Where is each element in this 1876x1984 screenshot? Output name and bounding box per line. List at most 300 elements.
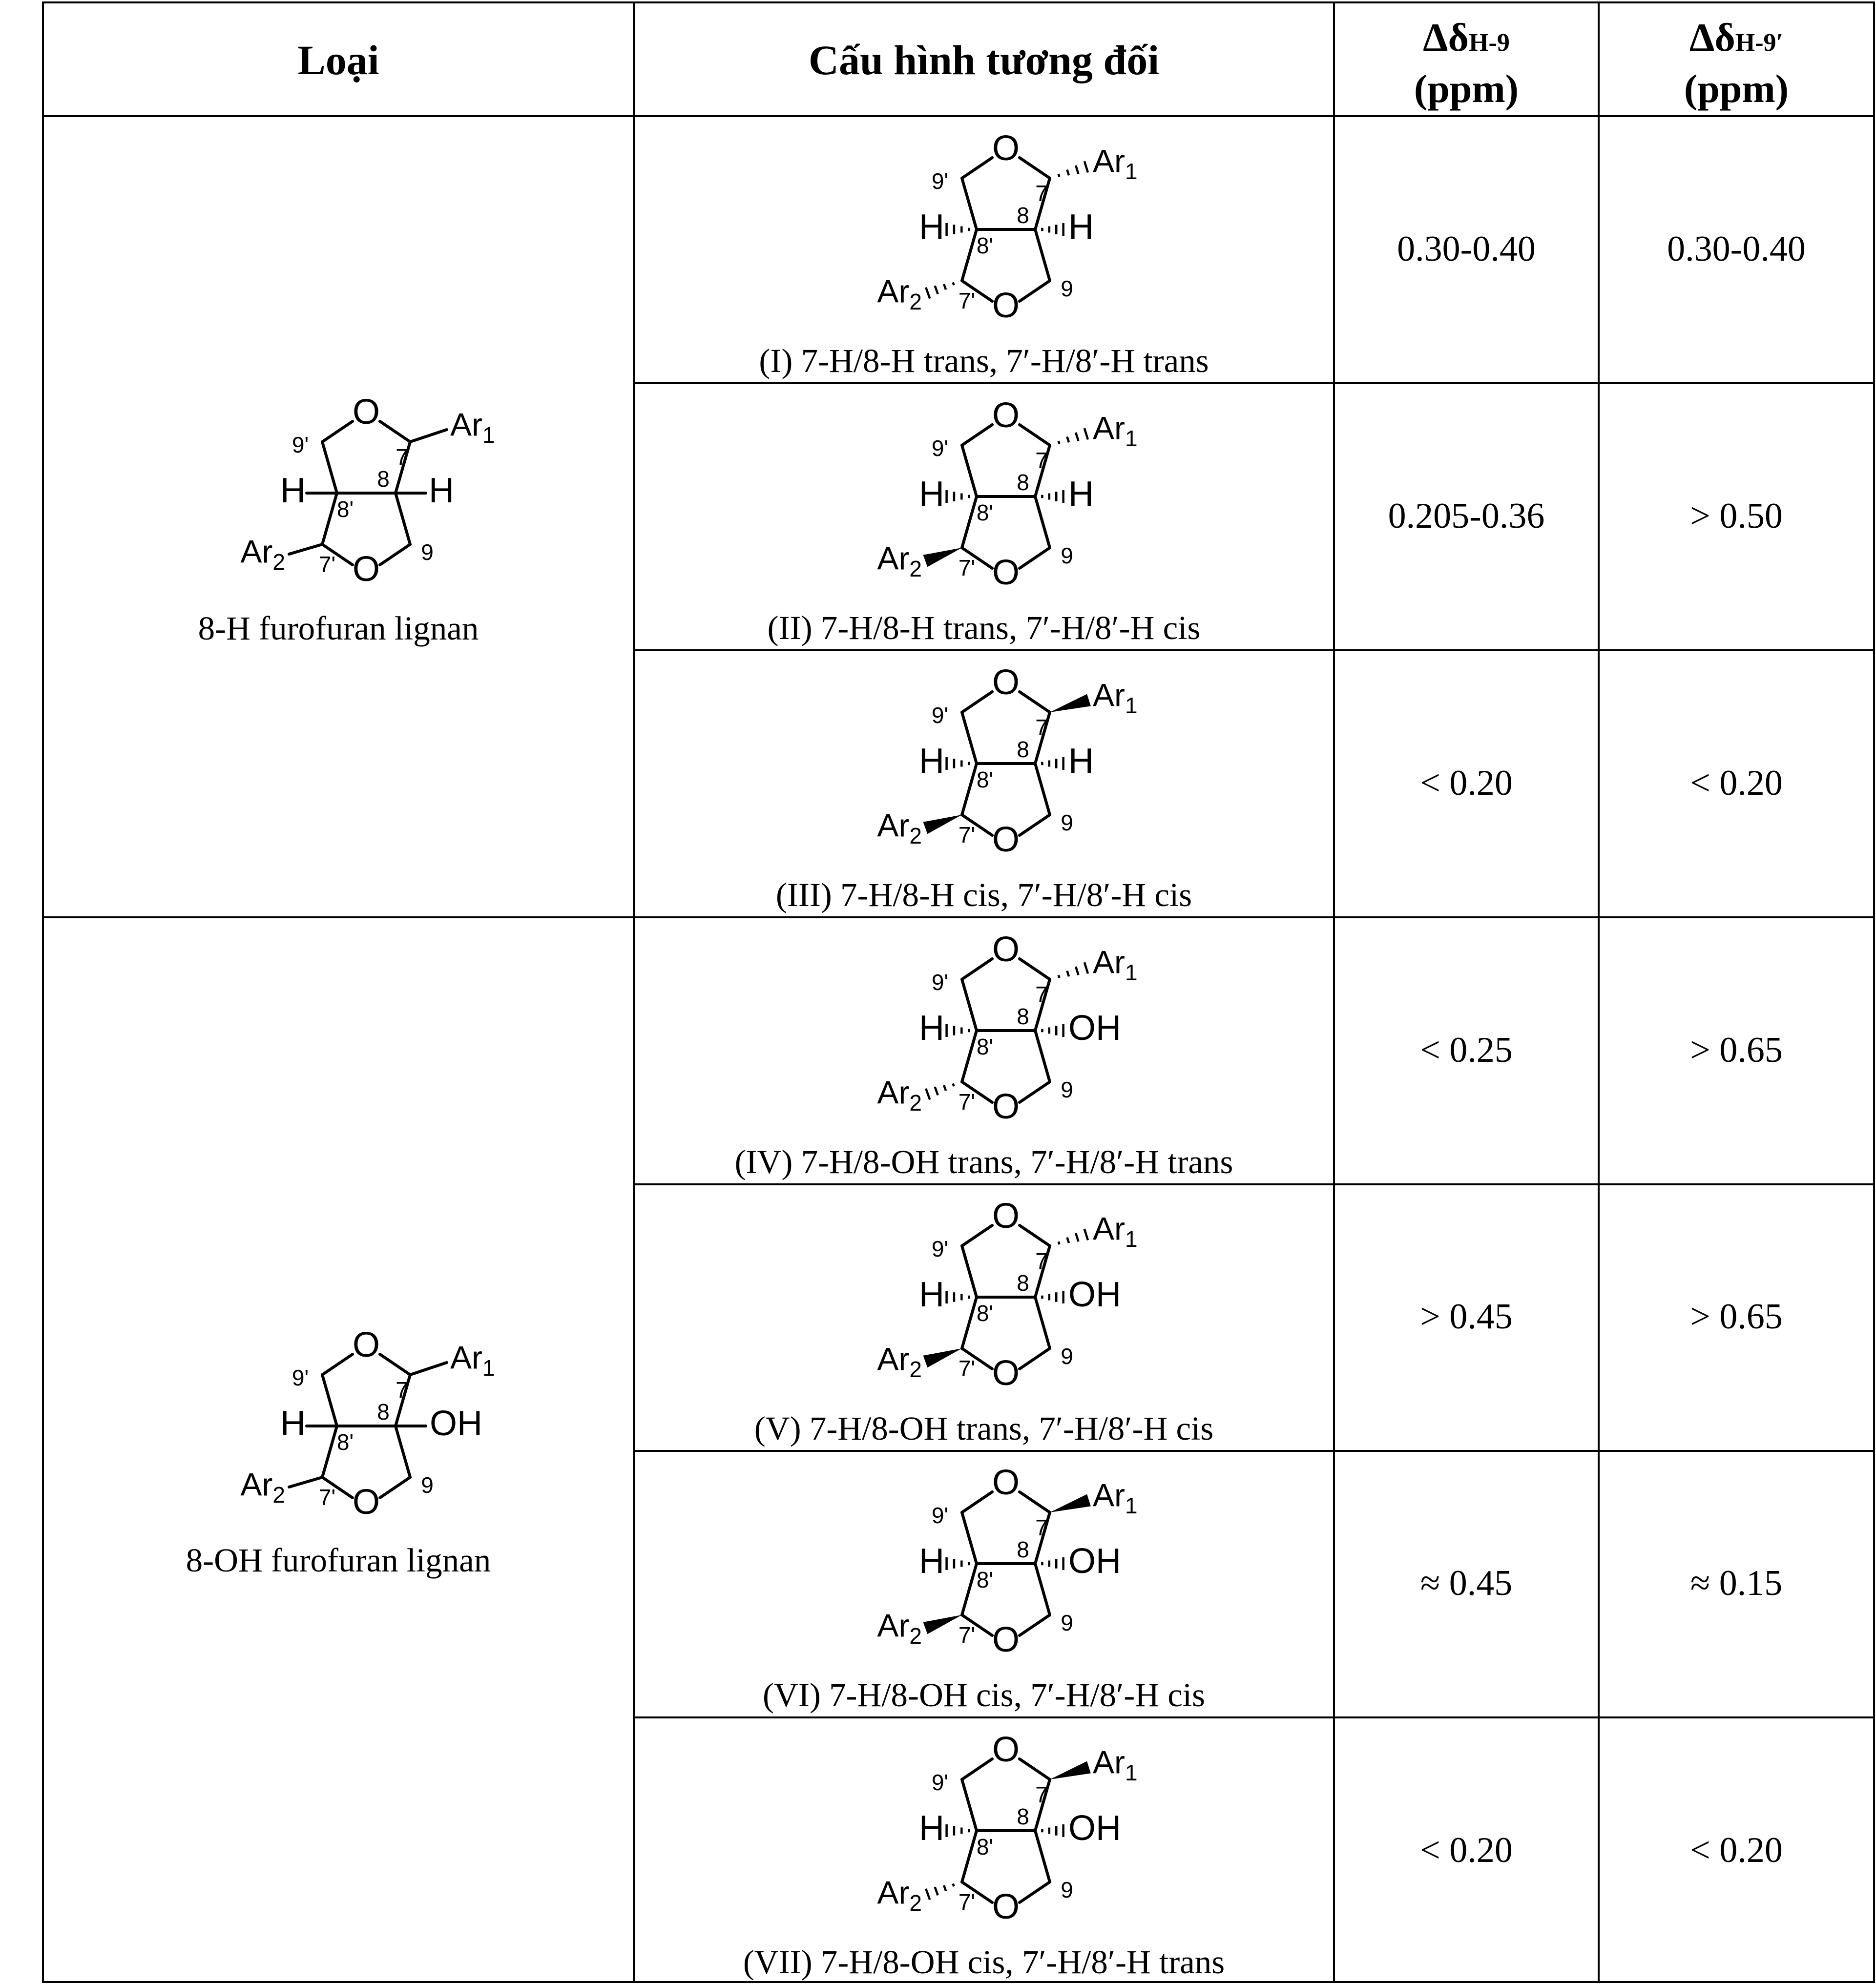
hashed-bond [926, 1083, 954, 1099]
position-8p-label: 8' [976, 767, 994, 793]
structure-drawing [825, 1718, 1138, 1933]
delta-h9p-value-7: < 0.20 [1690, 1830, 1783, 1870]
position-9p-label: 9' [292, 1365, 309, 1391]
structure-group [877, 1463, 1137, 1659]
aryl-2-group [877, 807, 922, 848]
hashed-bond [947, 1557, 969, 1570]
oxygen-atom: O [352, 1325, 380, 1365]
bond [1020, 1759, 1050, 1779]
bond [962, 764, 977, 815]
hash-stroke [1076, 1233, 1078, 1241]
oxygen-atom: O [992, 820, 1020, 860]
wedge-bond [1050, 694, 1091, 712]
position-7-label: 7 [396, 444, 408, 470]
structure-drawing [825, 117, 1138, 332]
delta-symbol: Δδ [1423, 15, 1469, 60]
oxygen-atom: O [992, 553, 1020, 593]
delta-h9-value-1: 0.30-0.40 [1397, 229, 1536, 269]
hydroxyl-group: OH [1068, 1542, 1121, 1581]
hash-stroke [926, 1089, 930, 1100]
aryl-label: $Ar_1$ [450, 406, 495, 448]
hydrogen-atom: H [1068, 207, 1094, 247]
aryl-2-group [877, 1874, 922, 1916]
hash-stroke [1084, 161, 1088, 172]
aryl-label: $Ar_2$ [877, 1074, 922, 1116]
hashed-bond [947, 1824, 969, 1837]
hash-stroke [1076, 967, 1078, 975]
bond [962, 229, 977, 281]
aryl-label: $Ar_1$ [1093, 1477, 1138, 1519]
structure-isomer-3 [825, 651, 1138, 868]
aryl-label: $Ar_2$ [877, 1874, 922, 1916]
aryl-subscript: 2 [909, 556, 922, 582]
structure-isomer-4 [825, 918, 1138, 1136]
position-7p-label: 7' [958, 288, 976, 314]
delta-subscript: H-9′ [1735, 29, 1784, 57]
position-9-label: 9 [421, 1472, 434, 1498]
bond [962, 158, 992, 178]
delta-h9-value-3: < 0.20 [1420, 763, 1513, 803]
position-8p-label: 8' [976, 1834, 994, 1860]
position-8p-label: 8' [976, 1301, 994, 1326]
hashed-bond [926, 282, 954, 298]
bond [1020, 1615, 1050, 1635]
hash-stroke [953, 1883, 954, 1886]
hash-stroke [944, 1085, 946, 1091]
bond [962, 959, 992, 979]
aryl-subscript: 2 [909, 289, 922, 315]
bond [1020, 158, 1050, 178]
aryl-label: $Ar_1$ [1093, 143, 1138, 185]
oxygen-atom: O [992, 1730, 1020, 1770]
hydrogen-atom: H [919, 1542, 944, 1581]
structure-group [240, 393, 495, 589]
aryl-label: $Ar_2$ [240, 533, 285, 575]
aryl-label: $Ar_1$ [1093, 1210, 1138, 1252]
hash-stroke [935, 286, 938, 294]
aryl-2-group [877, 1341, 922, 1382]
hydrogen-atom: H [919, 1009, 944, 1048]
structure-drawing [825, 384, 1138, 599]
wedge-bond [1050, 1761, 1091, 1779]
hash-stroke [926, 1889, 930, 1900]
hashed-bond [1042, 1824, 1063, 1837]
position-9p-label: 9' [931, 1503, 949, 1529]
oxygen-atom: O [992, 129, 1020, 168]
position-8p-label: 8' [976, 1567, 994, 1593]
header-delta-h9 [1334, 15, 1599, 112]
bond [396, 1426, 410, 1477]
aryl-label: $Ar_1$ [1093, 1744, 1138, 1786]
position-9p-label: 9' [931, 435, 949, 461]
aryl-2-group [877, 1607, 922, 1649]
delta-h9p-value-2: > 0.50 [1690, 496, 1783, 536]
aryl-label: $Ar_1$ [1093, 410, 1138, 452]
hash-stroke [1067, 1238, 1069, 1243]
hydrogen-atom: H [919, 207, 944, 247]
hashed-bond [1042, 757, 1063, 770]
aryl-label: $Ar_2$ [877, 1341, 922, 1383]
config-label-2: (II) 7-H/8-H trans, 7′-H/8′-H cis [767, 609, 1201, 646]
hydroxyl-group: OH [1068, 1009, 1121, 1048]
delta-h9-value-4: < 0.25 [1420, 1030, 1513, 1070]
hashed-bond [1042, 490, 1063, 503]
position-9-label: 9 [1061, 1343, 1073, 1369]
oxygen-atom: O [352, 1483, 380, 1522]
aryl-subscript: 1 [482, 1355, 495, 1381]
position-7p-label: 7' [318, 552, 336, 578]
bond [1035, 1831, 1050, 1882]
aryl-subscript: 2 [909, 823, 922, 849]
hash-stroke [1059, 1241, 1060, 1244]
position-8-label: 8 [1017, 1537, 1029, 1563]
structure-drawing [825, 1185, 1138, 1400]
bond [380, 544, 410, 565]
bond [962, 496, 977, 548]
hash-stroke [926, 288, 930, 299]
delta-h9p-value-3: < 0.20 [1690, 763, 1783, 803]
delta-unit: (ppm) [1684, 66, 1789, 111]
position-8-label: 8 [1017, 470, 1029, 496]
hashed-bond [947, 490, 969, 503]
position-8p-label: 8' [336, 496, 354, 522]
aryl-label: $Ar_2$ [877, 1607, 922, 1649]
position-9p-label: 9' [931, 1236, 949, 1262]
aryl-subscript: 2 [272, 1482, 285, 1508]
structure-group [877, 663, 1137, 859]
bond [1020, 1492, 1050, 1512]
bond [1020, 1225, 1050, 1246]
config-label-6: (VI) 7-H/8-OH cis, 7′-H/8′-H cis [763, 1676, 1205, 1714]
oxygen-atom: O [992, 396, 1020, 435]
position-9p-label: 9' [931, 970, 949, 995]
position-9p-label: 9' [931, 168, 949, 194]
header-config: Cấu hình tương đối [808, 37, 1160, 83]
delta-h9-value-5: > 0.45 [1420, 1297, 1513, 1337]
bond [322, 1375, 337, 1426]
oxygen-atom: O [992, 1087, 1020, 1127]
hydroxyl-group: OH [1068, 1275, 1121, 1315]
hashed-bond [947, 223, 969, 236]
bond [962, 445, 977, 496]
hash-stroke [953, 1083, 954, 1086]
structure-drawing [186, 1314, 495, 1529]
bond [962, 1225, 992, 1246]
structure-drawing [825, 1451, 1138, 1666]
position-8-label: 8 [1017, 1004, 1029, 1030]
structure-drawing [825, 651, 1138, 866]
bond [289, 1477, 322, 1487]
position-7p-label: 7' [958, 1089, 976, 1115]
delta-subscript: H-9 [1469, 29, 1510, 57]
delta-h9p-value-4: > 0.65 [1690, 1030, 1783, 1070]
oxygen-atom: O [352, 550, 380, 589]
bond [410, 1363, 447, 1375]
hydrogen-atom: H [429, 471, 454, 511]
hydrogen-atom: H [1068, 742, 1094, 781]
bond [322, 421, 353, 442]
delta-unit: (ppm) [1414, 66, 1519, 111]
hashed-bond [1042, 223, 1063, 236]
aryl-subscript: 2 [909, 1090, 922, 1116]
delta-h9-value-6: ≈ 0.45 [1420, 1563, 1513, 1603]
position-8-label: 8 [1017, 203, 1029, 228]
group-label-8h: 8-H furofuran lignan [198, 610, 479, 647]
aryl-label: $Ar_2$ [240, 1466, 285, 1508]
aryl-subscript: 1 [1125, 1493, 1138, 1519]
wedge-bond [923, 815, 962, 834]
position-8p-label: 8' [976, 233, 994, 259]
position-8p-label: 8' [336, 1429, 354, 1455]
hash-stroke [1084, 1229, 1088, 1240]
group-label-8oh: 8-OH furofuran lignan [186, 1542, 491, 1579]
hash-stroke [935, 1887, 938, 1895]
hash-stroke [1059, 174, 1060, 177]
position-7p-label: 7' [958, 1622, 976, 1648]
hash-stroke [1059, 975, 1060, 978]
bond [396, 493, 410, 544]
hash-stroke [935, 1087, 938, 1095]
aryl-subscript: 2 [272, 549, 285, 575]
bond [962, 1779, 977, 1831]
hydroxyl-group: OH [1068, 1809, 1121, 1848]
aryl-subscript: 1 [1125, 426, 1138, 452]
structure-group [877, 1197, 1137, 1393]
position-9-label: 9 [1061, 810, 1073, 836]
hashed-bond [1059, 962, 1088, 978]
hashed-bond [1059, 1229, 1088, 1244]
bond [1020, 1348, 1050, 1369]
wedge-bond [923, 1348, 962, 1367]
wedge-bond [923, 1615, 962, 1634]
structure-group [877, 1730, 1137, 1926]
aryl-label: $Ar_1$ [450, 1339, 495, 1381]
position-7p-label: 7' [958, 822, 976, 848]
hash-stroke [1084, 962, 1088, 973]
structure-generic-8oh [186, 1314, 495, 1531]
aryl-label: $Ar_1$ [1093, 677, 1138, 719]
position-7-label: 7 [1035, 1782, 1048, 1808]
aryl-subscript: 1 [1125, 1760, 1138, 1786]
hash-stroke [1067, 437, 1069, 443]
header-delta-h9-prime [1599, 15, 1874, 112]
hash-stroke [1067, 170, 1069, 176]
hydrogen-atom: H [280, 471, 306, 511]
delta-h9p-value-1: 0.30-0.40 [1667, 229, 1806, 269]
aryl-subscript: 1 [1125, 1226, 1138, 1252]
hashed-bond [1042, 1024, 1063, 1037]
position-8p-label: 8' [976, 1034, 994, 1060]
bond [962, 1297, 977, 1348]
hashed-bond [1059, 161, 1088, 177]
structure-isomer-6 [825, 1451, 1138, 1669]
bond [322, 493, 337, 544]
bond [962, 1831, 977, 1882]
hashed-bond [947, 757, 969, 770]
bond [1020, 692, 1050, 712]
position-9p-label: 9' [931, 1770, 949, 1796]
bond [962, 425, 992, 445]
aryl-subscript: 2 [909, 1623, 922, 1649]
config-label-4: (IV) 7-H/8-OH trans, 7′-H/8′-H trans [734, 1143, 1233, 1180]
bond [1035, 1297, 1050, 1348]
aryl-2-group [240, 533, 285, 575]
hash-stroke [1084, 428, 1088, 439]
hashed-bond [1042, 1291, 1063, 1303]
bond [962, 692, 992, 712]
bond [1020, 1082, 1050, 1102]
aryl-subscript: 1 [1125, 693, 1138, 719]
config-label-1: (I) 7-H/8-H trans, 7′-H/8′-H trans [759, 342, 1209, 379]
bond [1020, 959, 1050, 979]
hash-stroke [1059, 441, 1060, 444]
position-7-label: 7 [1035, 448, 1048, 474]
config-label-3: (III) 7-H/8-H cis, 7′-H/8′-H cis [775, 876, 1192, 913]
bond [322, 442, 337, 493]
position-8-label: 8 [377, 466, 390, 492]
aryl-label: $Ar_2$ [877, 540, 922, 582]
position-7-label: 7 [1035, 1248, 1048, 1274]
bond [1035, 1564, 1050, 1615]
structure-isomer-5 [825, 1185, 1138, 1402]
bond [1020, 815, 1050, 835]
aryl-subscript: 2 [909, 1890, 922, 1916]
bond [962, 1512, 977, 1564]
aryl-subscript: 2 [909, 1357, 922, 1383]
aryl-label: $Ar_2$ [877, 807, 922, 849]
delta-h9-value-7: < 0.20 [1420, 1830, 1513, 1870]
wedge-bond [1050, 1494, 1091, 1512]
hydrogen-atom: H [919, 475, 944, 514]
bond [1035, 764, 1050, 815]
hydrogen-atom: H [919, 1809, 944, 1848]
bond [962, 178, 977, 229]
position-9-label: 9 [1061, 1077, 1073, 1103]
structure-drawing [825, 918, 1138, 1133]
hydroxyl-group: OH [430, 1404, 482, 1444]
aryl-subscript: 1 [482, 422, 495, 448]
bond [1035, 1031, 1050, 1082]
bond [962, 1759, 992, 1779]
bond [1035, 229, 1050, 281]
oxygen-atom: O [992, 1354, 1020, 1393]
hashed-bond [1042, 1557, 1063, 1570]
position-7-label: 7 [1035, 715, 1048, 741]
aryl-label: $Ar_2$ [877, 273, 922, 315]
hydrogen-atom: H [280, 1404, 306, 1444]
bond [962, 979, 977, 1031]
bond [1020, 548, 1050, 568]
wedge-bond [923, 548, 962, 567]
hash-stroke [1067, 971, 1069, 977]
position-9-label: 9 [421, 539, 434, 565]
delta-h9-value-2: 0.205-0.36 [1388, 496, 1545, 536]
bond [289, 544, 322, 554]
hash-stroke [1076, 165, 1078, 174]
hydrogen-atom: H [919, 742, 944, 781]
position-9p-label: 9' [292, 432, 309, 458]
oxygen-atom: O [992, 1887, 1020, 1927]
structure-isomer-1 [825, 117, 1138, 334]
oxygen-atom: O [992, 1463, 1020, 1503]
oxygen-atom: O [992, 286, 1020, 326]
oxygen-atom: O [992, 1197, 1020, 1236]
position-9-label: 9 [1061, 1610, 1073, 1636]
aryl-2-group [877, 273, 922, 314]
aryl-2-group [877, 540, 922, 581]
structure-isomer-2 [825, 384, 1138, 601]
bond [380, 1477, 410, 1498]
position-8-label: 8 [1017, 1270, 1029, 1296]
aryl-subscript: 1 [1125, 159, 1138, 185]
bond [1020, 281, 1050, 301]
oxygen-atom: O [992, 663, 1020, 703]
structure-group [877, 930, 1137, 1126]
bond [962, 1492, 992, 1512]
delta-symbol: Δδ [1689, 15, 1735, 60]
position-7p-label: 7' [958, 1889, 976, 1915]
bond [1020, 425, 1050, 445]
aryl-2-group [240, 1466, 285, 1508]
structure-group [240, 1325, 495, 1522]
bond [962, 712, 977, 764]
position-8p-label: 8' [976, 500, 994, 526]
hashed-bond [947, 1024, 969, 1037]
hashed-bond [1059, 428, 1088, 444]
bond [1035, 496, 1050, 548]
config-label-7: (VII) 7-H/8-OH cis, 7′-H/8′-H trans [743, 1943, 1225, 1981]
hash-stroke [944, 284, 946, 289]
position-7p-label: 7' [958, 555, 976, 581]
position-7-label: 7 [396, 1377, 408, 1403]
aryl-2-group [877, 1074, 922, 1116]
bond [962, 1246, 977, 1297]
position-8-label: 8 [1017, 737, 1029, 763]
oxygen-atom: O [352, 393, 380, 432]
bond [1020, 1882, 1050, 1902]
position-7-label: 7 [1035, 1515, 1048, 1541]
position-7-label: 7 [1035, 982, 1048, 1008]
position-9p-label: 9' [931, 703, 949, 728]
position-8-label: 8 [377, 1399, 390, 1425]
bond [322, 1426, 337, 1477]
oxygen-atom: O [992, 930, 1020, 970]
structure-group [877, 129, 1137, 325]
structure-drawing [186, 381, 495, 596]
hydrogen-atom: H [1068, 475, 1094, 514]
position-7-label: 7 [1035, 181, 1048, 207]
aryl-label: $Ar_1$ [1093, 944, 1138, 986]
bond [962, 1031, 977, 1082]
config-label-5: (V) 7-H/8-OH trans, 7′-H/8′-H cis [754, 1410, 1214, 1447]
hash-stroke [944, 1885, 946, 1891]
structure-group [877, 396, 1137, 592]
position-9-label: 9 [1061, 543, 1073, 569]
hydrogen-atom: H [919, 1275, 944, 1315]
structure-isomer-7 [825, 1718, 1138, 1936]
bond [410, 430, 447, 442]
bond [380, 421, 410, 442]
bond [322, 1354, 353, 1375]
header-type: Loại [297, 37, 379, 83]
delta-h9p-value-6: ≈ 0.15 [1690, 1563, 1783, 1603]
position-7p-label: 7' [318, 1485, 336, 1510]
position-8-label: 8 [1017, 1804, 1029, 1830]
aryl-subscript: 1 [1125, 960, 1138, 986]
hashed-bond [947, 1291, 969, 1303]
hash-stroke [1076, 433, 1078, 441]
hashed-bond [926, 1883, 954, 1900]
